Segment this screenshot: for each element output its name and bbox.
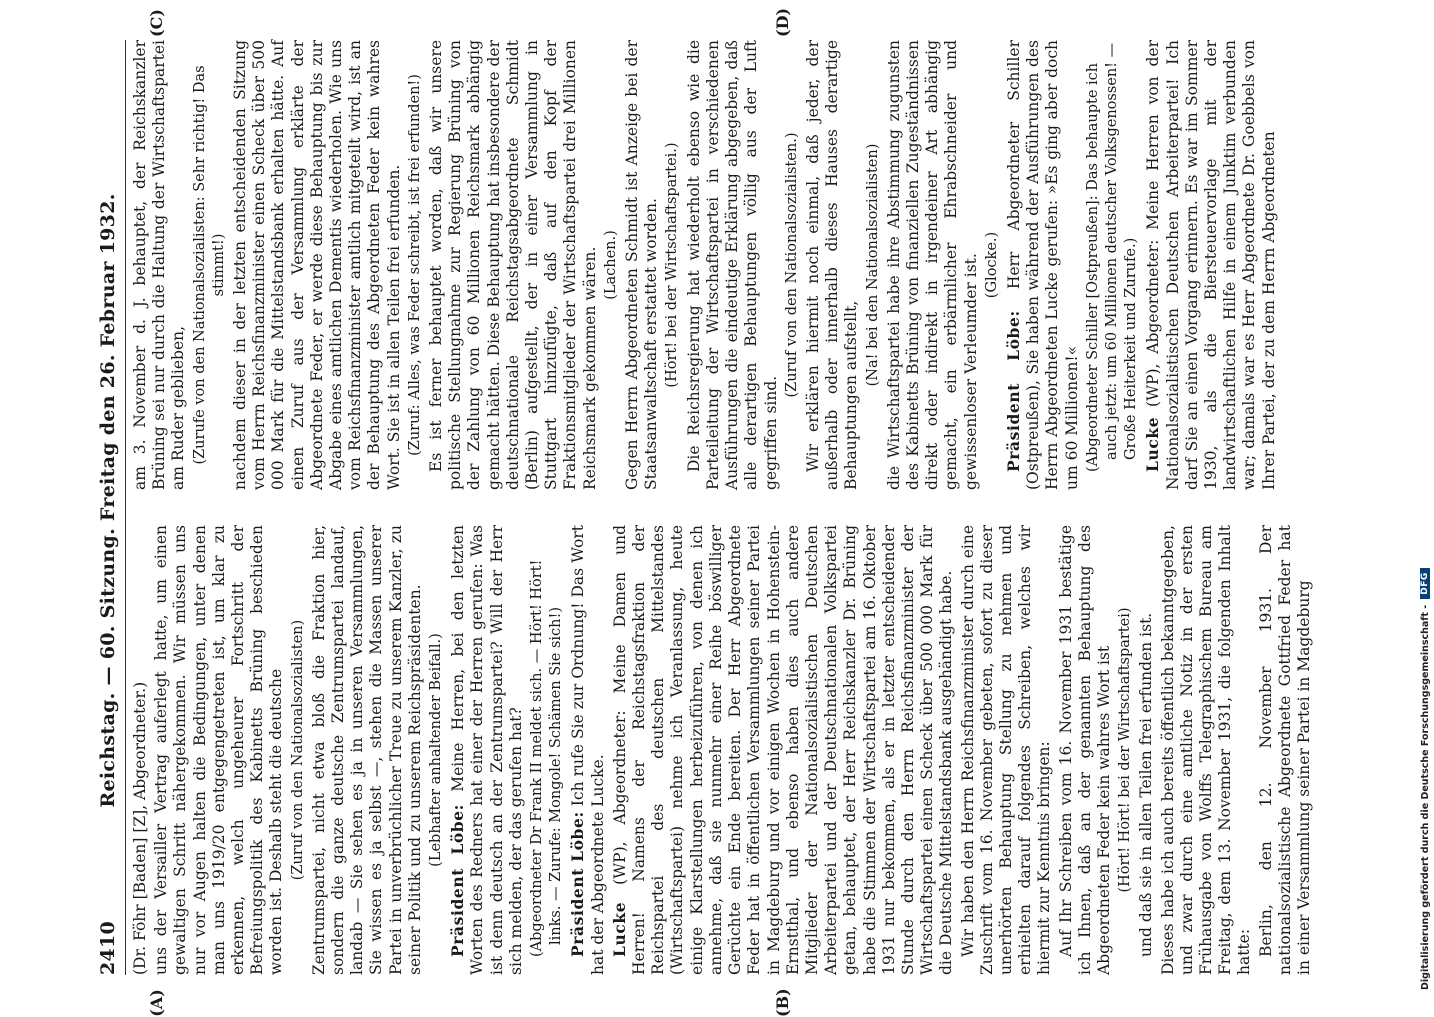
text-paragraph: Zentrumspartei, nicht etwa bloß die Fraktion hier, sondern die ganze deutsche Zentrumspartei landauf, landab — Sie sehen es ja in unseren Versammlungen, Sie wissen es ja selbst —, stehen die Massen unserer Partei in unverbrüchlicher Treue zu unserem Kanzler, zu seiner Politik und zu unserem Reichspräsidenten. [309,525,424,975]
running-head [85,40,119,975]
text-paragraph: Dieses habe ich auch bereits öffentlich bekanntgegeben, und zwar durch eine amtliche Notiz in der ersten Frühausgabe von Wolffs Telegraphischem Bureau am Freitag, dem 13. November 1931, die folgenden Inhalt hatte: [1158,525,1254,975]
interjection: (Zuruf von den Nationalsozialisten.) [783,132,800,398]
interjection: (Zuruf: Alles, was Feder schreibt, ist frei erfunden!) [406,74,423,456]
speech-text: Herr Abgeordneter Schiller (Ostpreußen), Sie haben während der Ausführungen des Herrn Abgeordneten Lucke gerufen: »Es ging aber doch um 60 Millionen!« [1004,40,1081,490]
margin-marker-b: (B) [773,988,792,1017]
text-paragraph: Gegen Herrn Abgeordneten Schmidt ist Anzeige bei der Staatsanwaltschaft erstattet worden. [623,40,661,490]
interjection: (Abgeordneter Schiller [Ostpreußen]: Das behaupte ich auch jetzt: um 60 Millionen deutscher Volksgenossen! — Große Heiterkeit und Zurufe.) [1084,42,1140,472]
speaker-name: Präsident Löbe: [1003,310,1023,472]
text-paragraph: Auf Ihr Schreiben vom 16. November 1931 bestätige ich Ihnen, daß an der genannten Behauptung des Abgeordneten Feder kein wahres Wort ist [1056,525,1113,975]
margin-marker-a: (A) [147,989,166,1017]
document-page [85,7,1325,1017]
page-title: Reichstag. — 60. Sitzung. Freitag den 26. Februar 1932. [97,193,119,808]
text-paragraph: die Wirtschaftspartei habe ihre Abstimmung zugunsten des Kabinetts Brüning von finanziellen Zugeständnissen direkt oder indirekt in irgendeiner Art abhängig gemacht, ein erbärmlicher Ehrabschneider und gewissenloser Verleumder ist. [884,40,980,490]
dfg-logo: DFG [1420,568,1430,599]
right-column [131,40,1311,490]
speech-paragraph [568,525,607,975]
text-paragraph: Berlin, den 12. November 1931. Der nationalsozialistische Abgeordnete Gottfried Feder hat in einer Versammlung seiner Partei in Magdeburg [1256,525,1313,975]
speech-paragraph [1143,40,1278,490]
interjection: (Abgeordneter Dr Frank II meldet sich. — Hört! Hört! links. — Zurufe: Mongole! Schämen Sie sich!) [529,559,565,957]
text-paragraph: Wir haben den Herrn Reichsfinanzminister durch eine Zuschrift vom 16. November gebeten, sofort zu dieser unerhörten Behauptung Stellung zu nehmen und erhielten darauf folgendes Schreiben, welches wir hiermit zur Kenntnis bringen: [958,525,1054,975]
interjection: (Hört! Hört! bei der Wirtschaftspartei) [1117,607,1134,893]
interjection: (Na! bei den Nationalsozialisten) [864,143,881,387]
digitization-text: Digitalisierung gefördert durch die Deutsche Forschungsgemeinschaft - [1419,604,1431,990]
text-paragraph: Die Reichsregierung hat wiederholt ebenso wie die Parteileitung der Wirtschaftspartei in verschiedenen Ausführungen die eindeutige Erklärung abgegeben, daß alle derartigen Behauptungen völlig aus der Luft gegriffen sind. [684,40,780,490]
left-column [131,525,1311,975]
speech-text: (WP), Abgeordneter: Meine Herren von der Nationalsozialistischen Deutschen Arbeiterpartei! Ich darf Sie an einen Vorgang erinnern. Es war im Sommer 1930, als die Biersteuervorlage mit der landwirtschaftlichen Hilfe in einem Junktim verbunden war; damals war es Herr Abgeordnete Dr. Goebbels von Ihrer Partei, der zu dem Herrn Abgeordneten [1144,40,1278,490]
text-paragraph: und daß sie in allen Teilen frei erfunden ist. [1137,612,1156,957]
speaker-name: Lucke [609,901,629,957]
margin-marker-c: (C) [147,9,166,37]
interjection: (Zuruf von den Nationalsozialisten) [289,619,306,881]
page-number: 2410 [97,920,119,975]
speech-paragraph [1004,40,1082,490]
text-paragraph: Es ist ferner behauptet worden, daß wir unsere politische Stellungnahme zur Regierung Brüning von der Zahlung von 60 Millionen Reichsmark abhängig gemacht hätten. Diese Behauptung hat insbesondere der deutschnationale Reichstagsabgeordnete Schmidt (Berlin) aufgestellt, der in einer Versammlung in Stuttgart hinzufügte, daß auf den Kopf der Fraktionsmitglieder der Wirtschaftspartei drei Millionen Reichsmark gekommen wären. [427,40,599,490]
interjection: (Glocke.) [983,231,1000,299]
interjection: (Zurufe von den Nationalsozialisten: Sehr richtig! Das stimmt!) [191,65,227,465]
interjection: (Hört! bei der Wirtschaftspartei.) [664,142,681,388]
interjection: (Lachen.) [602,230,619,300]
digitization-credit [1418,10,1432,990]
speech-text: (WP), Abgeordneter: Meine Damen und Herren! Namens der Reichstagsfraktion der Reichspartei des deutschen Mittelstandes (Wirtschaftspartei) nehme ich Veranlassung, heute einige Klarstellungen herbeizuführen, von denen ich annehme, daß sie nunmehr einer Reihe böswilliger Gerüchte ein Ende bereiten. Der Herr Abgeordnete Feder hat in öffentlichen Versammlungen seiner Partei in Magdeburg und vor einigen Wochen in Hohenstein-Ernstthal, und ebenso haben dies auch andere Mitglieder der Nationalsozialistischen Deutschen Arbeiterpartei und der Deutschnationalen Volkspartei getan, behauptet, der Herr Reichskanzler Dr. Brüning habe die Stimmen der Wirtschaftspartei am 16. Oktober 1931 nur bekommen, als er in letzter entscheidender Stunde durch den Herrn Reichsfinanzminister der Wirtschaftspartei einen Scheck über 500 000 Mark für die Deutsche Mittelstandsbank ausgehändigt habe. [610,525,956,975]
text-paragraph: nachdem dieser in der letzten entscheidenden Sitzung vom Herrn Reichsfinanzminister einen Scheck über 500 000 Mark für die Mittelstandsbank erhalten hätte. Auf einen Zuruf aus der Versammlung erklärte der Abgeordnete Feder, er werde diese Behauptung bis zur Abgabe eines amtlichen Dementis wiederholen. Wie uns vom Reichsfinanzminister amtlich mitgeteilt wird, ist an der Behauptung des Abgeordneten Feder kein wahres Wort. Sie ist in allen Teilen frei erfunden. [231,40,403,490]
speaker-name: Präsident Löbe: [568,811,588,957]
speaker-name: Präsident Löbe: [448,804,468,957]
speaker-name: Lucke [1143,416,1163,472]
text-paragraph: Wir erklären hiermit noch einmal, daß jeder, der außerhalb oder innerhalb dieses Hauses derartige Behauptungen aufstellt, [803,40,861,490]
speech-text: Ich rufe Sie zur Ordnung! Das Wort hat der Abgeordnete Lucke. [569,525,607,975]
speech-paragraph [610,525,957,975]
speech-text: Meine Herren, bei den letzten Worten des Redners hat einer der Herren gerufen: Was ist denn deutsch an der Zentrumspartei? Will der Herr sich melden, der das gerufen hat? [449,525,525,975]
speech-paragraph [448,525,526,975]
text-paragraph: (Dr. Föhr [Baden] [Z], Abgeordneter.) [131,681,149,975]
interjection: (Lebhafter anhaltender Beifall.) [428,633,445,867]
margin-marker-d: (D) [773,7,792,37]
text-paragraph: uns der Versailler Vertrag auferlegt hatte, um einen gewaltigen Schritt nähergekommen. Wir müssen uns nur vor Augen halten die Bedingungen, unter denen man uns 1919/20 entgegengetreten ist, um klar zu erkennen, welch ungeheurer Fortschritt der Befreiungspolitik des Kabinetts Brüning beschieden worden ist. Deshalb steht die deutsche [152,525,286,975]
header-rule [125,40,126,975]
text-paragraph: am 3. November d. J. behauptet, der Reichskanzler Brüning sei nur durch die Haltung der Wirtschaftspartei am Ruder geblieben, [131,40,188,490]
